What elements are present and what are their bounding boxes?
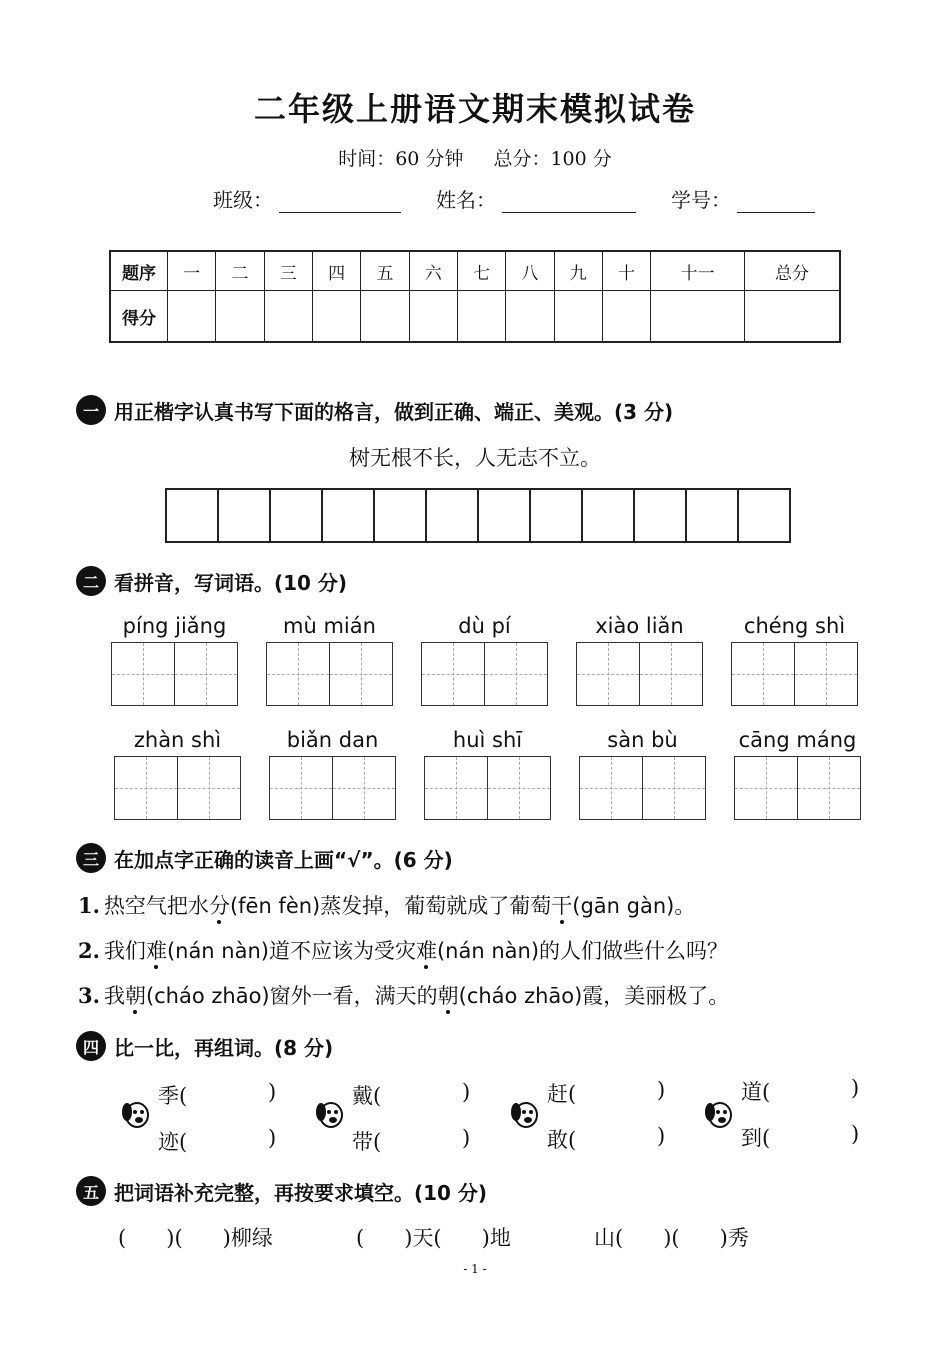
writing-cell[interactable] xyxy=(479,490,531,541)
score-cell[interactable] xyxy=(168,291,216,343)
tianzige-box[interactable] xyxy=(734,756,861,820)
tianzige-box[interactable] xyxy=(114,756,241,820)
word-char: 赶( xyxy=(547,1082,577,1106)
compare-word-bottom[interactable] xyxy=(158,1126,277,1156)
tianzige-box[interactable] xyxy=(424,756,551,820)
compare-word-bottom[interactable] xyxy=(741,1122,860,1152)
close-paren: ) xyxy=(268,1126,277,1150)
score-cell[interactable] xyxy=(361,291,409,343)
section-1-heading xyxy=(76,395,673,425)
writing-cell[interactable] xyxy=(271,490,323,541)
dog-icon xyxy=(703,1098,735,1130)
dotted-char: 干 xyxy=(551,894,573,918)
class-label: 班级： xyxy=(213,188,273,212)
section-number-badge: 四 xyxy=(76,1031,106,1061)
pinyin-label: huì shī xyxy=(452,728,523,752)
class-blank[interactable] xyxy=(279,194,401,213)
col-header: 十 xyxy=(602,251,650,291)
writing-cell[interactable] xyxy=(739,490,789,541)
writing-cell[interactable] xyxy=(167,490,219,541)
close-paren: ) xyxy=(268,1080,277,1104)
word-char: 迹( xyxy=(158,1130,188,1154)
word-char: 带( xyxy=(352,1130,382,1154)
pinyin-label: xiào liǎn xyxy=(595,614,684,638)
pinyin-item xyxy=(114,728,241,820)
close-paren: ) xyxy=(851,1076,860,1100)
col-header: 八 xyxy=(506,251,554,291)
tianzige-box[interactable] xyxy=(269,756,396,820)
section-title: 比一比，再组词。(8 分) xyxy=(114,1035,334,1060)
score-cell[interactable] xyxy=(745,291,840,343)
idiom-blank[interactable]: ( )天( )地 xyxy=(356,1226,511,1250)
close-paren: ) xyxy=(462,1126,471,1150)
row-label-score: 得分 xyxy=(110,291,168,343)
score-cell[interactable] xyxy=(457,291,505,343)
close-paren: ) xyxy=(657,1124,666,1148)
question-text[interactable]: (nán nàn)的人们做些什么吗？ xyxy=(436,939,729,963)
pinyin-label: mù mián xyxy=(283,614,376,638)
exam-total: 总分：100 分 xyxy=(493,148,612,170)
pinyin-label: cāng máng xyxy=(738,728,857,752)
close-paren: ) xyxy=(851,1122,860,1146)
compare-word-bottom[interactable] xyxy=(352,1126,471,1156)
dotted-char: 难 xyxy=(145,939,167,963)
question-text: 我们 xyxy=(103,939,146,963)
question-text[interactable]: (cháo zhāo)窗外一看，满天的 xyxy=(145,984,438,1008)
score-cell[interactable] xyxy=(264,291,312,343)
section-title: 用正楷字认真书写下面的格言，做到正确、端正、美观。(3 分) xyxy=(114,399,674,424)
tianzige-box[interactable] xyxy=(111,642,238,706)
word-char: 戴( xyxy=(352,1084,382,1108)
col-header: 十一 xyxy=(651,251,745,291)
pinyin-item xyxy=(421,614,548,706)
question-text: 我 xyxy=(103,984,125,1008)
writing-cell[interactable] xyxy=(531,490,583,541)
tianzige-box[interactable] xyxy=(421,642,548,706)
dotted-char: 朝 xyxy=(437,984,459,1008)
score-cell[interactable] xyxy=(216,291,264,343)
dog-icon xyxy=(120,1098,152,1130)
page-title: 二年级上册语文期末模拟试卷 xyxy=(253,90,696,128)
word-char: 道( xyxy=(741,1080,771,1104)
idiom-blank[interactable]: 山( )( )秀 xyxy=(594,1226,749,1250)
dog-icon xyxy=(314,1098,346,1130)
compare-pair xyxy=(703,1076,903,1166)
word-char: 到( xyxy=(741,1126,771,1150)
col-header: 二 xyxy=(216,251,264,291)
question-text[interactable]: (gān gàn)。 xyxy=(572,894,696,918)
section-title: 在加点字正确的读音上画“√”。(6 分) xyxy=(114,847,453,872)
page-number: - 1 - xyxy=(463,1262,487,1276)
student-id-field xyxy=(671,184,815,213)
pinyin-label: dù pí xyxy=(458,614,511,638)
compare-pair xyxy=(120,1076,320,1166)
dog-icon xyxy=(509,1098,541,1130)
col-header: 七 xyxy=(457,251,505,291)
score-cell[interactable] xyxy=(506,291,554,343)
exam-meta xyxy=(0,144,950,171)
compare-pair xyxy=(314,1076,514,1166)
section-3-heading xyxy=(76,843,453,873)
pinyin-item xyxy=(266,614,393,706)
close-paren: ) xyxy=(462,1080,471,1104)
compare-word-top[interactable] xyxy=(158,1080,277,1110)
id-label: 学号： xyxy=(671,188,731,212)
word-char: 季( xyxy=(158,1084,188,1108)
col-header: 四 xyxy=(312,251,360,291)
score-cell[interactable] xyxy=(409,291,457,343)
name-label: 姓名： xyxy=(436,188,496,212)
score-header-row xyxy=(110,251,840,291)
name-field xyxy=(436,184,636,213)
pinyin-label: chéng shì xyxy=(743,614,846,638)
pinyin-item xyxy=(111,614,238,706)
section-number-badge: 五 xyxy=(76,1176,106,1206)
pinyin-item xyxy=(731,614,858,706)
close-paren: ) xyxy=(657,1078,666,1102)
motto-text: 树无根不长，人无志不立。 xyxy=(349,446,601,470)
section-4-heading xyxy=(76,1031,333,1061)
col-header: 三 xyxy=(264,251,312,291)
col-header: 一 xyxy=(168,251,216,291)
score-cell[interactable] xyxy=(312,291,360,343)
score-cell[interactable] xyxy=(554,291,602,343)
col-header: 九 xyxy=(554,251,602,291)
writing-grid xyxy=(165,488,791,543)
question-text: 热空气把水 xyxy=(103,894,209,918)
pinyin-label: píng jiǎng xyxy=(122,614,227,638)
writing-cell[interactable] xyxy=(375,490,427,541)
compare-word-bottom[interactable] xyxy=(547,1124,666,1154)
score-table xyxy=(109,250,841,343)
writing-cell[interactable] xyxy=(323,490,375,541)
compare-word-top[interactable] xyxy=(547,1078,666,1108)
question-number: 3. xyxy=(78,983,100,1008)
tianzige-box[interactable] xyxy=(731,642,858,706)
pinyin-item xyxy=(579,728,706,820)
score-value-row xyxy=(110,291,840,343)
id-blank[interactable] xyxy=(737,194,815,213)
row-label-order: 题序 xyxy=(110,251,168,291)
question-text[interactable]: (nán nàn)道不应该为受灾 xyxy=(166,939,416,963)
section-title: 把词语补充完整，再按要求填空。(10 分) xyxy=(114,1180,488,1205)
tianzige-box[interactable] xyxy=(579,756,706,820)
question-text[interactable]: (cháo zhāo)霞，美丽极了。 xyxy=(458,984,730,1008)
name-blank[interactable] xyxy=(502,194,636,213)
question-2 xyxy=(78,935,728,965)
section-number-badge: 三 xyxy=(76,843,106,873)
pinyin-item xyxy=(734,728,861,820)
col-header: 六 xyxy=(409,251,457,291)
pinyin-label: sàn bù xyxy=(607,728,678,752)
dotted-char: 分 xyxy=(208,894,230,918)
writing-cell[interactable] xyxy=(583,490,635,541)
dotted-char: 朝 xyxy=(124,984,146,1008)
col-header: 五 xyxy=(361,251,409,291)
pinyin-item xyxy=(269,728,396,820)
tianzige-box[interactable] xyxy=(576,642,703,706)
dotted-char: 难 xyxy=(415,939,437,963)
compare-word-top[interactable] xyxy=(741,1076,860,1106)
pinyin-label: zhàn shì xyxy=(133,728,222,752)
writing-cell[interactable] xyxy=(219,490,271,541)
section-number-badge: 一 xyxy=(76,395,106,425)
score-cell[interactable] xyxy=(602,291,650,343)
word-char: 敢( xyxy=(547,1128,577,1152)
question-1 xyxy=(78,890,695,920)
question-number: 1. xyxy=(78,893,100,918)
pinyin-item xyxy=(576,614,703,706)
tianzige-box[interactable] xyxy=(266,642,393,706)
compare-pair xyxy=(509,1076,709,1166)
col-header: 总分 xyxy=(745,251,840,291)
section-number-badge: 二 xyxy=(76,566,106,596)
question-text[interactable]: (fēn fèn)蒸发掉，葡萄就成了葡萄 xyxy=(229,894,552,918)
question-number: 2. xyxy=(78,938,100,963)
writing-cell[interactable] xyxy=(687,490,739,541)
pinyin-label: biǎn dan xyxy=(286,728,379,752)
compare-word-top[interactable] xyxy=(352,1080,471,1110)
section-5-heading xyxy=(76,1176,487,1206)
writing-cell[interactable] xyxy=(635,490,687,541)
question-3 xyxy=(78,980,729,1010)
pinyin-item xyxy=(424,728,551,820)
section-2-heading xyxy=(76,566,347,596)
writing-cell[interactable] xyxy=(427,490,479,541)
idiom-blank[interactable]: ( )( )柳绿 xyxy=(118,1226,273,1250)
class-field xyxy=(213,184,401,213)
exam-time: 时间：60 分钟 xyxy=(338,148,464,170)
score-cell[interactable] xyxy=(651,291,745,343)
section-title: 看拼音，写词语。(10 分) xyxy=(114,570,348,595)
